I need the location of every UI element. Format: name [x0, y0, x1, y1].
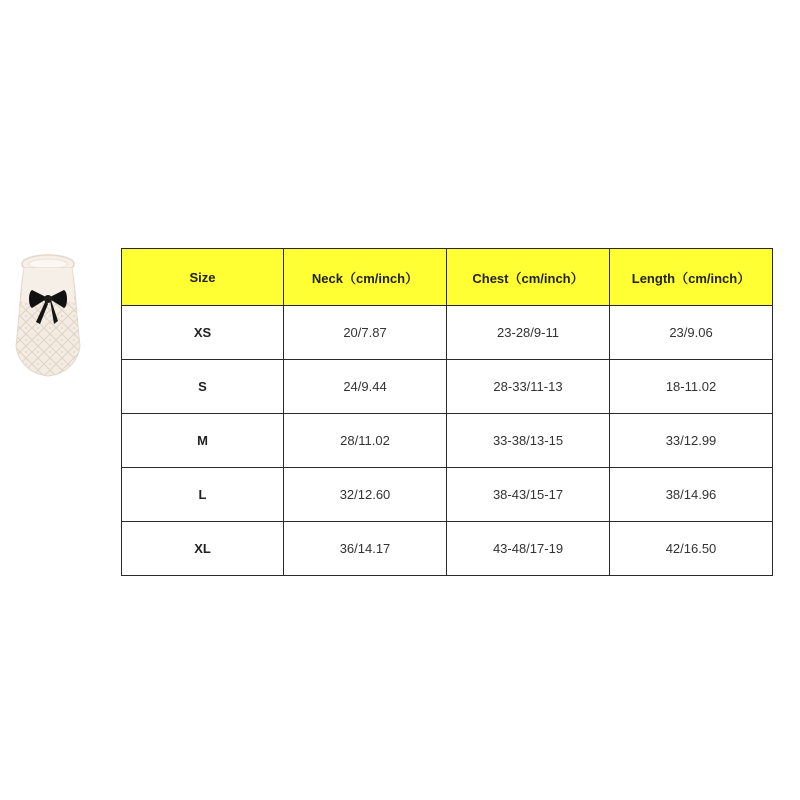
- table-row: [122, 414, 773, 468]
- header-size: Size: [122, 249, 284, 306]
- length-cell: 38/14.96: [610, 468, 773, 522]
- chest-cell: 43-48/17-19: [447, 522, 610, 576]
- chest-cell: 23-28/9-11: [447, 306, 610, 360]
- table-row: [122, 306, 773, 360]
- header-neck: Neck（cm/inch）: [284, 249, 447, 306]
- length-cell: 23/9.06: [610, 306, 773, 360]
- size-cell: L: [122, 468, 284, 522]
- length-cell: 18-11.02: [610, 360, 773, 414]
- pet-dress-with-bow-icon: [8, 250, 86, 382]
- length-cell: 42/16.50: [610, 522, 773, 576]
- chest-cell: 38-43/15-17: [447, 468, 610, 522]
- chest-cell: 33-38/13-15: [447, 414, 610, 468]
- header-chest: Chest（cm/inch）: [447, 249, 610, 306]
- table-row: [122, 360, 773, 414]
- length-cell: 33/12.99: [610, 414, 773, 468]
- size-chart-table: [121, 248, 773, 576]
- size-cell: XL: [122, 522, 284, 576]
- table-row: [122, 522, 773, 576]
- size-cell: XS: [122, 306, 284, 360]
- table-row: [122, 468, 773, 522]
- size-cell: S: [122, 360, 284, 414]
- neck-cell: 24/9.44: [284, 360, 447, 414]
- neck-cell: 36/14.17: [284, 522, 447, 576]
- neck-cell: 20/7.87: [284, 306, 447, 360]
- size-cell: M: [122, 414, 284, 468]
- neck-cell: 28/11.02: [284, 414, 447, 468]
- header-length: Length（cm/inch）: [610, 249, 773, 306]
- neck-cell: 32/12.60: [284, 468, 447, 522]
- header-row: [122, 249, 773, 306]
- chest-cell: 28-33/11-13: [447, 360, 610, 414]
